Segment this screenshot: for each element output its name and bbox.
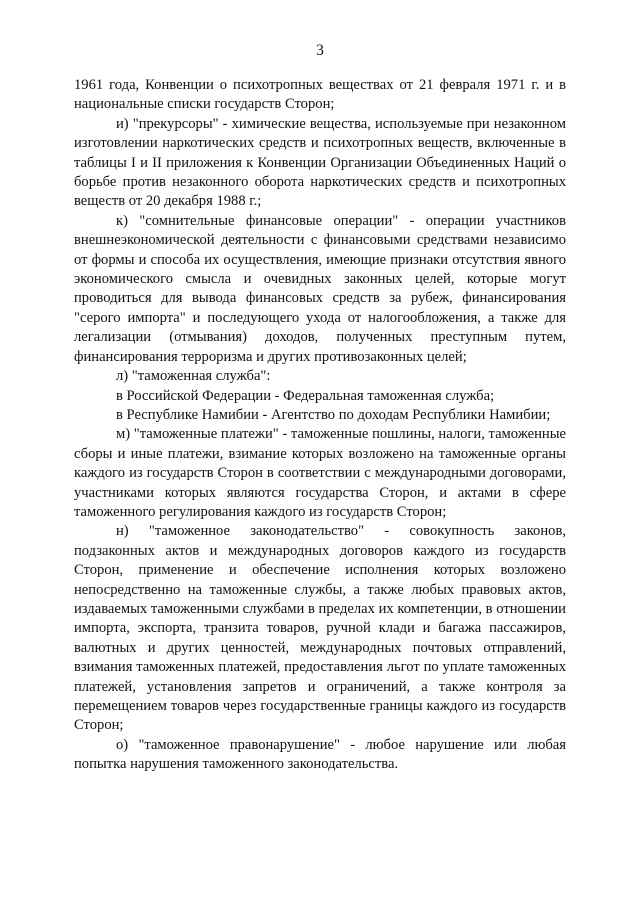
- paragraph-precursors: и) "прекурсоры" - химические вещества, используемые при незаконном изготовлении наркотических средств и психотропных веществ, включенные в таблицы I и II приложения к Конвенции Организации Объединенных Наций о борьбе против незаконного оборота наркотических средств и психотропных веществ от 20 декабря 1988 г.;: [74, 115, 566, 210]
- paragraph-customs-legislation: н) "таможенное законодательство" - совокупность законов, подзаконных актов и международных договоров каждого из государств Сторон, применение и обеспечение исполнения которых возложено непосредственно на таможенные службы, а также любых правовых актов, издаваемых таможенными службами в пределах их компетенции, в отношении импорта, экспорта, транзита товаров, ручной клади и багажа пассажиров, валютных и других ценностей, международных почтовых отправлений, взимания таможенных платежей, предоставления льгот по уплате таможенных платежей, установления запретов и ограничений, а также контроля за перемещением товаров через государственные границы каждого из государств Сторон;: [74, 523, 566, 734]
- paragraph-customs-offence: о) "таможенное правонарушение" - любое нарушение или любая попытка нарушения таможенного законодательства.: [74, 736, 566, 773]
- paragraph-customs-service: л) "таможенная служба":: [116, 368, 271, 385]
- paragraph-continuation: 1961 года, Конвенции о психотропных веществах от 21 февраля 1971 г. и в национальные списки государств Сторон;: [74, 77, 566, 113]
- paragraph-suspicious-operations: к) "сомнительные финансовые операции" - операции участников внешнеэкономической деятельности с финансовыми средствами независимо от формы и способа их осуществления, имеющие признаки отсутствия явного экономического смысла и очевидных законных целей, которые могут проводиться для вывода финансовых средств за рубеж, финансирования "серого импорта" и последующего ухода от налогообложения, а также для легализации (отмывания) доходов, полученных преступным путем, финансирования терроризма и других противозаконных целей;: [74, 212, 566, 365]
- paragraph-customs-payments: м) "таможенные платежи" - таможенные пошлины, налоги, таможенные сборы и иные платежи, взимание которых возложено на таможенные органы каждого из государств Сторон в соответствии с международными договорами, участниками которых являются государства Сторон, и актами в сфере таможенного регулирования каждого из государств Сторон;: [74, 426, 566, 520]
- page-number: 3: [316, 42, 324, 59]
- paragraph-customs-service-russia: в Российской Федерации - Федеральная таможенная служба;: [116, 387, 495, 404]
- paragraph-customs-service-namibia: в Республике Намибии - Агентство по доходам Республики Намибии;: [116, 406, 551, 423]
- document-body: [74, 76, 566, 775]
